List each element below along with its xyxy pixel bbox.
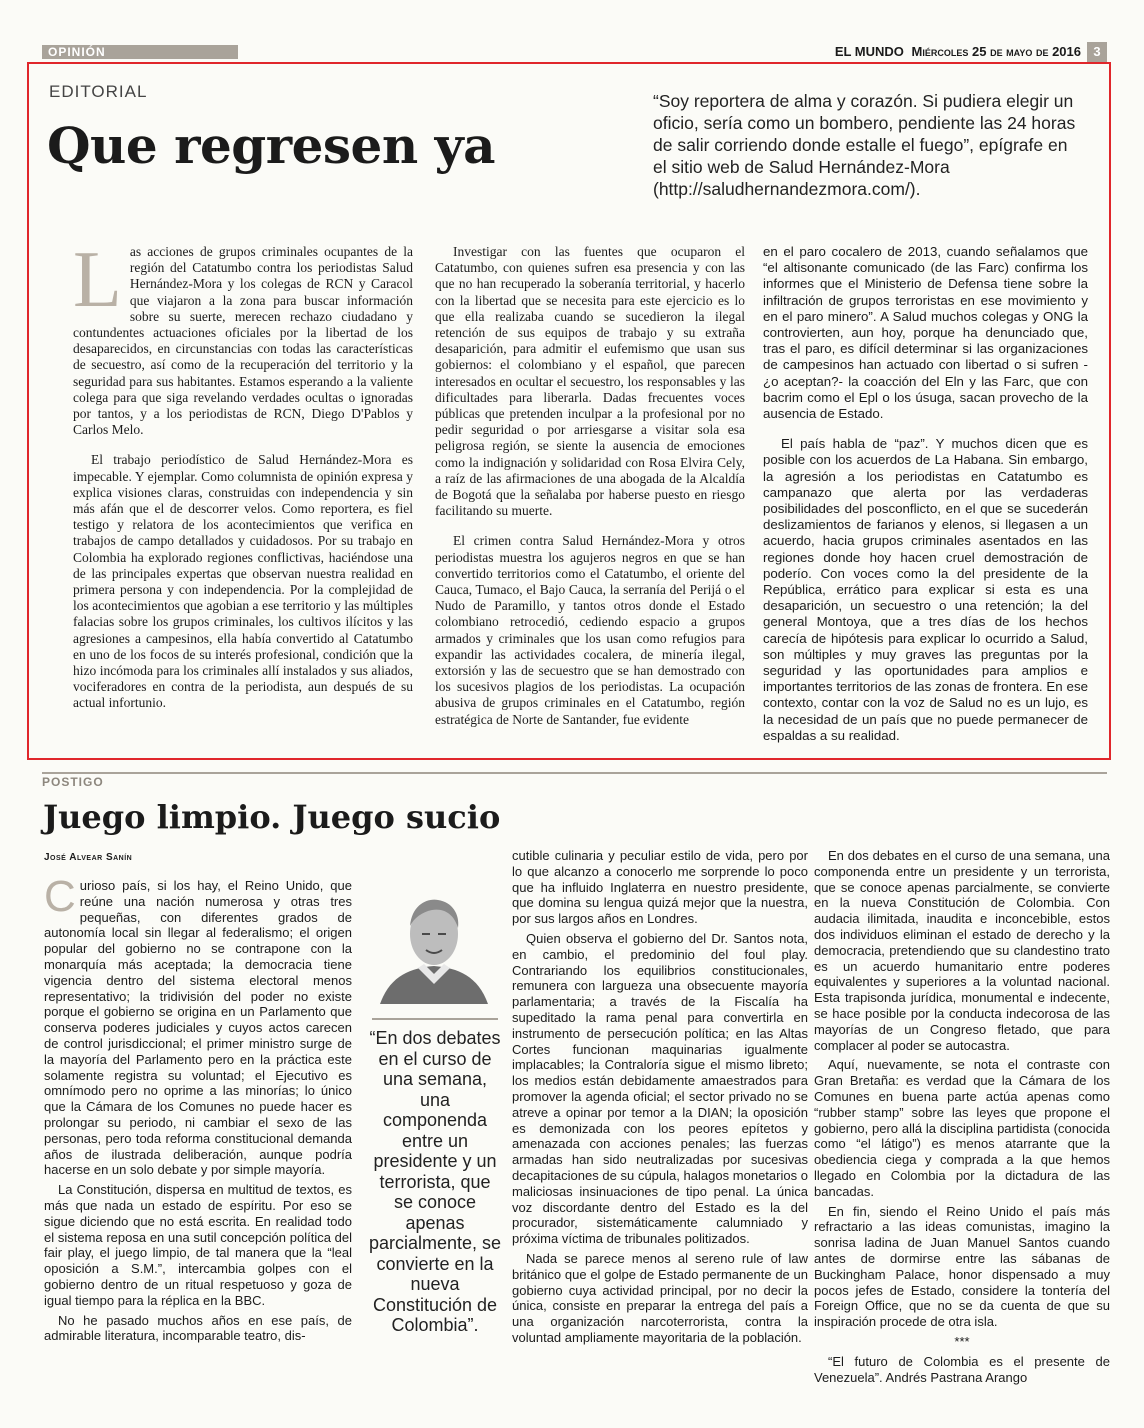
column-headline: Juego limpio. Juego sucio <box>43 798 501 836</box>
author-byline: José Alvear Sanín <box>44 852 133 863</box>
editorial-headline: Que regresen ya <box>47 116 496 175</box>
publication-date: Miércoles 25 de mayo de 2016 <box>911 44 1081 59</box>
paragraph: cutible culinaria y peculiar estilo de vida, pero por lo que alcanzo a conocerlo me sorprende lo poco que ha influido Inglaterra en nuestro presidente, que domina su lengua quizá mejor que la nuestra, por sus largos años en Londres. <box>512 848 808 927</box>
section-divider <box>42 772 1107 774</box>
column-section-label: POSTIGO <box>42 775 104 789</box>
newspaper-name: EL MUNDO <box>834 44 904 59</box>
paragraph: El crimen contra Salud Hernández-Mora y otros periodistas muestra los agujeros negros en que se han convertido territorios como el Catatumbo, el oriente del Cauca, Tumaco, el Bajo Cauca, la serranía del Perijá o el Nudo de Paramillo, y tantos otros donde el Estado colombiano retrocedió, cediendo espacio a grupos armados y criminales que los usan como refugios para expandir las actividades cocalera, de minería ilegal, extorsión y las de secuestro que se han demostrado con los sucesivos plagios de los periodistas. La ocupación abusiva de grupos criminales en el Catatumbo, región estratégica de Norte de Santander, fue evidente <box>435 533 745 727</box>
editorial-pullquote: “Soy reportera de alma y corazón. Si pudiera elegir un oficio, sería como un bombero, pendiente las 24 horas de salir corriendo donde estalle el fuego”, epígrafe en el sitio web de Salud Hernández-Mora (http://saludhernandezmora.com/). <box>653 91 1076 199</box>
editorial-column-3 <box>763 244 1088 758</box>
closing-quote: “El futuro de Colombia es el presente de Venezuela”. Andrés Pastrana Arango <box>814 1353 1110 1385</box>
page-header <box>42 42 1107 62</box>
column-text-1 <box>44 872 352 1348</box>
drop-cap: C <box>44 872 76 921</box>
dateline <box>835 44 1081 59</box>
column-text-3 <box>814 848 1110 1389</box>
pullquote-rule <box>372 1018 498 1020</box>
editorial-highlight-box <box>27 62 1111 760</box>
paragraph: urioso país, si los hay, el Reino Unido, que reúne una nación numerosa y otras tres pequeñas, con diferentes grados de autonomía local sin llegar al federalismo; el origen popular del gobierno no se contrapone con la monarquía más aceptada; la democracia tiene vigencia dentro del sistema electoral menos representativo; la tridivisión del poder no existe porque el gobierno se origina en un Parlamento que conserva poderes judiciales y cuyos actos carecen de control jurisdiccional; el primer ministro surge de la mayoría del Parlamento pero en la práctica este solamente registra su voluntad; el Ejecutivo es omnímodo pero no oprime a las minorías; lo único que la Cámara de los Comunes no puede hacer es prolongar su periodo, ni cambiar el sexo de las personas, pero toda reforma constitucional demanda años de ilustrada deliberación, aunque podría hacerse en un solo debate y por simple mayoría. <box>44 878 352 1178</box>
paragraph: No he pasado muchos años en ese país, de admirable literatura, incomparable teatro, dis- <box>44 1312 352 1344</box>
column-pullquote: “En dos debates en el curso de una semana, una componenda entre un presidente y un terrorista, que se conoce apenas parcialmente, se convierte en la nueva Constitución de Colombia”. <box>368 1028 502 1335</box>
section-label: OPINIÓN <box>42 45 238 59</box>
paragraph: Aquí, nuevamente, se nota el contraste con Gran Bretaña: es verdad que la Cámara de los Comunes en buena parte actúa apenas como “rubber stamp” sobre las leyes que propone el gobierno, pero allá la disciplina partidista (conocida como “el látigo”) es menos atarrante que la obediencia ciega y comprada a la que hemos llegado en Colombia por la dictadura de las bancadas. <box>814 1057 1110 1199</box>
page-number: 3 <box>1087 42 1107 62</box>
paragraph: en el paro cocalero de 2013, cuando señalamos que “el altisonante comunicado (de las Farc) confirma los informes que el Ministerio de Defensa tiene sobre la infiltración de grupos terroristas en ese movimiento y en el paro minero”. A Salud muchos colegas y ONG la controvierten, aun hoy, porque ha denunciado que, tras el paro, es difícil determinar si las organizaciones de campesinos han actuado con libertad o si sufren -¿o aceptan?- la coacción del Eln y las Farc, que con bacrim como el Epl o los úsuga, sacan provecho de la ausencia de Estado. <box>763 244 1088 422</box>
paragraph: En dos debates en el curso de una semana, una componenda entre un presidente y un terrorista, que se conoce apenas parcialmente, se convierte en la nueva Constitución de Colombia. Con audacia ilimitada, inaudita e inconcebible, estos dos individuos eliminan el estado de derecho y la democracia, pretendiendo que su clandestino trato es un acuerdo humanitario entre poderes equivalentes y superiores a la voluntad nacional. Esta trapisonda jurídica, monumental e indecente, se hace posible por la conducta indecorosa de las mayorías de un Congreso fletado, que para complacer al poder se autocastra. <box>814 848 1110 1053</box>
paragraph: Investigar con las fuentes que ocuparon el Catatumbo, con quienes sufren esa presencia y con las que no han recuperado la soberanía territorial, y hacerlo con la libertad que se necesita para este ejercicio es lo que ella realizaba cuando se sucedieron la ilegal retención de sus equipos de trabajo y su extraña desaparición, para admitir el eufemismo que usan sus gobiernos: el colombiano y el español, que parecen interesados en ocultar el secuestro, los responsables y las dificultades para liberarla. Dadas frecuentes voces públicas que pretenden inculpar a la profesional por no pedir seguridad o por arriesgarse a visitar sola esa peligrosa región, se siente la ausencia de emociones como la indignación y solidaridad con Rosa Elvira Cely, a raíz de las afirmaciones de una abogada de la Alcaldía de Bogotá que la señalaba por haberse puesto en riesgo facilitando su muerte. <box>435 244 745 519</box>
editorial-column-2 <box>435 244 745 742</box>
paragraph: as acciones de grupos criminales ocupantes de la región del Catatumbo contra los periodistas Salud Hernández-Mora y los colegas de RCN y Caracol que viajaron a la zona para buscar información sobre su suerte, merecen rechazo ciudadano y contundentes actuaciones oficiales por la libertad de los desaparecidos, en circunstancias con todas las características de secuestro, así como de la recuperación del territorio y la seguridad para sus habitantes. Estamos esperando a la valiente colega para que siga revelando verdades ocultas o ignoradas por tantos, y a los periodistas de RCN, Diego D'Pablos y Carlos Melo. <box>73 244 413 438</box>
separator-stars: *** <box>954 1333 970 1349</box>
editorial-kicker: EDITORIAL <box>49 82 148 101</box>
editorial-column-1 <box>73 236 413 726</box>
paragraph: Quien observa el gobierno del Dr. Santos nota, en cambio, el predominio del foul play. Contrariando los equilibrios constitucionales, remunera con largueza una obsecuente mayoría parlamentaria; a través de la Fiscalía ha supeditado la rama penal para convertirla en instrumento de persecución política; en las Altas Cortes funcionan maquinarias igualmente implacables; la Contraloría sigue el mismo libreto; los medios están debidamente amaestrados para promover la agenda oficial; el sector privado no se atreve a opinar por temor a la DIAN; la oposición es demonizada con los peores epítetos y amenazada con acciones penales; las fuerzas armadas han sido neutralizadas por sucesivas decapitaciones de su cúpula, halagos monetarios o maliciosas insinuaciones de tipo penal. La única voz discordante dentro del Estado es la del procurador, sistemáticamente calumniado y próxima víctima de tribunales politizados. <box>512 930 808 1247</box>
paragraph: El trabajo periodístico de Salud Hernández-Mora es impecable. Y ejemplar. Como columnista de opinión expresa y explica visiones claras, construidas con independencia y sin más afán que el de descorrer velos. Como reportera, es fiel testigo y relatora de los acontecimientos que verifica en trabajos de campo detallados y cuidadosos. Por su trabajo en Colombia ha explorado regiones conflictivas, haciéndose una de las principales expertas que observan nuestra realidad en primera persona y con independencia. Por la complejidad de los acontecimientos que agobian a ese territorio y las múltiples falacias sobre los grupos criminales, los cultivos ilícitos y las agresiones a campesinos, ella había convertido al Catatumbo en uno de los focos de su interés profesional, condición que la hizo incómoda para los criminales allí instalados y sus aliados, vociferadores en contra de la periodista, aun después de su actual infortunio. <box>73 452 413 711</box>
drop-cap: L <box>73 236 122 324</box>
paragraph: El país habla de “paz”. Y muchos dicen que es posible con los acuerdos de La Habana. Sin embargo, la agresión a los periodistas en Catatumbo es campanazo que alerta por las verdaderas posibilidades del posconflicto, en el que se sucederán deslizamientos de farianos y elenos, si llegasen a un acuerdo, hacia grupos criminales asentados en las regiones donde hoy hacen cruel demostración de poderío. Con voces como la del presidente de la República, errático para explicar si esta es una desaparición, un secuestro o una retención; la del general Montoya, que a tres días de los hechos carecía de hipótesis para explicar lo ocurrido a Salud, son múltiples y muy graves las preguntas por la seguridad y las oportunidades para amplios e importantes territorios de las zonas de frontera. En ese contexto, contar con la voz de Salud no es un lujo, es la necesidad de un país que no puede permanecer de espaldas a su realidad. <box>763 436 1088 743</box>
paragraph: En fin, siendo el Reino Unido el país más refractario a las ideas comunistas, imagino la sonrisa ladina de Juan Manuel Santos cuando antes de dormirse entre las sábanas de Buckingham Palace, honor dispensado a muy pocos jefes de Estado, considere la tontería del Foreign Office, que no se da cuenta de que su inspiración procede de otra isla. <box>814 1203 1110 1330</box>
paragraph: La Constitución, dispersa en multitud de textos, es más que nada un estado de espíritu. Por eso se sigue diciendo que no está escrita. En realidad todo el sistema reposa en una sutil concepción política del fair play, el juego limpio, de tal manera que la “leal oposición a S.M.”, intercambia golpes con el gobierno dentro de un ritual respetuoso y goza de igual tiempo para la réplica en la BBC. <box>44 1182 352 1308</box>
author-portrait <box>370 884 498 1004</box>
column-text-2 <box>512 848 808 1350</box>
paragraph: Nada se parece menos al sereno rule of law británico que el golpe de Estado permanente de un gobierno cuya actividad principal, por no decir la única, consiste en preparar la entrega del país a una organización narcoterrorista, contra la voluntad ampliamente mayoritaria de la población. <box>512 1250 808 1345</box>
